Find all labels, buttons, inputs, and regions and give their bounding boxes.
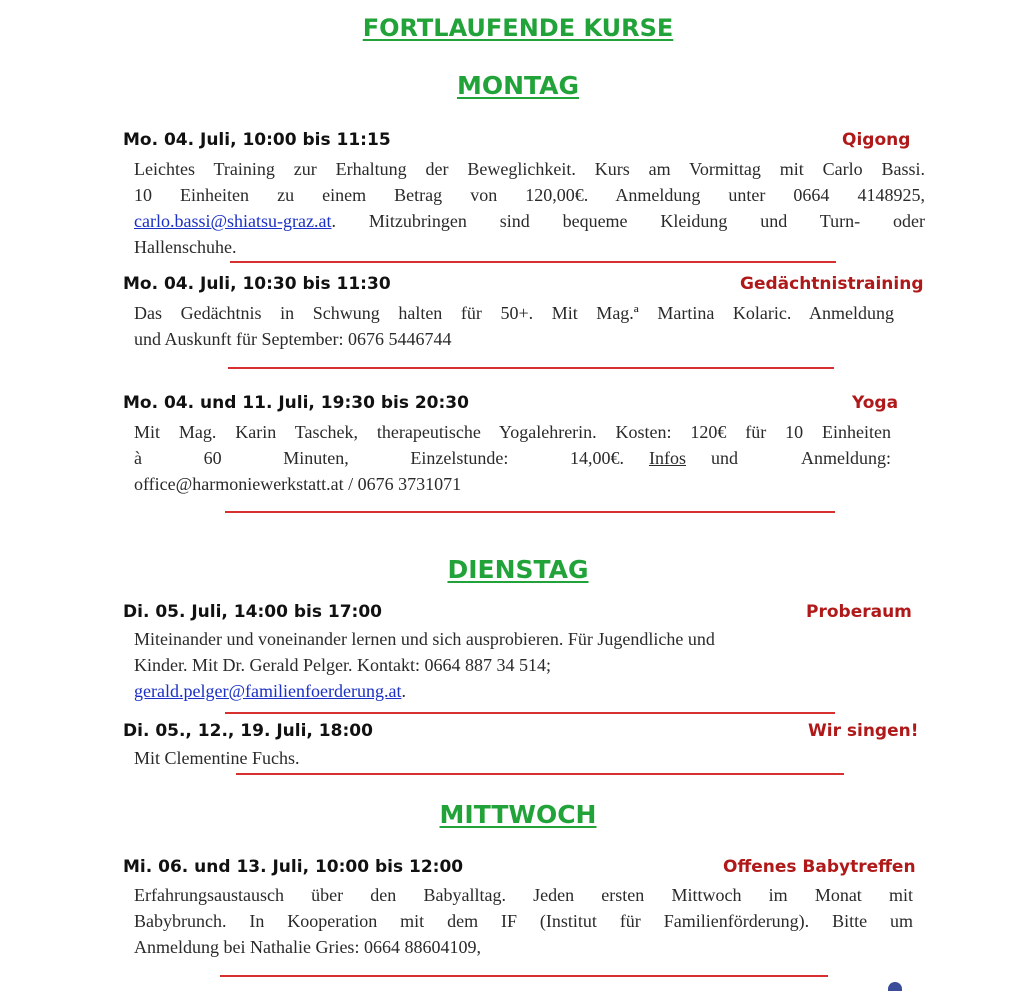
divider bbox=[220, 975, 828, 977]
description-line: und Auskunft für September: 0676 5446744 bbox=[134, 329, 452, 349]
description-line: Mit Clementine Fuchs. bbox=[134, 748, 300, 768]
course-description bbox=[134, 882, 913, 960]
course-description bbox=[134, 626, 894, 704]
description-line bbox=[134, 208, 925, 234]
course-description bbox=[134, 745, 894, 771]
day-heading-mittwoch: MITTWOCH bbox=[439, 800, 597, 829]
divider bbox=[230, 261, 836, 263]
description-line: Hallenschuhe. bbox=[134, 237, 237, 257]
email-link[interactable]: gerald.pelger@familienfoerderung.at bbox=[134, 681, 402, 701]
description-text: und Anmeldung: bbox=[711, 448, 891, 468]
course-date: Mo. 04. Juli, 10:00 bis 11:15 bbox=[123, 130, 391, 150]
course-title: Offenes Babytreffen bbox=[723, 857, 916, 877]
course-description bbox=[134, 300, 894, 352]
day-heading-montag: MONTAG bbox=[456, 71, 580, 100]
course-title: Yoga bbox=[852, 393, 899, 413]
course-title: Wir singen! bbox=[808, 721, 919, 741]
divider bbox=[225, 712, 835, 714]
divider bbox=[225, 511, 835, 513]
page-edge-decoration bbox=[888, 982, 902, 991]
description-line: Leichtes Training zur Erhaltung der Beweglichkeit. Kurs am Vormittag mit Carlo Bassi. bbox=[134, 159, 925, 179]
page-title: FORTLAUFENDE KURSE bbox=[362, 14, 674, 42]
description-text: . Mitzubringen sind bequeme Kleidung und Turn- oder bbox=[331, 211, 925, 231]
description-text: à 60 Minuten, Einzelstunde: 14,00€. bbox=[134, 448, 624, 468]
divider bbox=[236, 773, 844, 775]
email-link[interactable]: carlo.bassi@shiatsu-graz.at bbox=[134, 211, 332, 231]
description-line: office@harmoniewerkstatt.at / 0676 3731071 bbox=[134, 474, 462, 494]
description-line: 10 Einheiten zu einem Betrag von 120,00€. Anmeldung unter 0664 4148925, bbox=[134, 185, 925, 205]
description-line: Das Gedächtnis in Schwung halten für 50+. Mit Mag.ª Martina Kolaric. Anmeldung bbox=[134, 303, 894, 323]
description-line bbox=[134, 445, 891, 471]
course-date: Di. 05., 12., 19. Juli, 18:00 bbox=[123, 721, 373, 741]
description-text: . bbox=[401, 681, 406, 701]
description-line bbox=[134, 678, 894, 704]
description-line: Anmeldung bei Nathalie Gries: 0664 88604109, bbox=[134, 937, 481, 957]
divider bbox=[228, 367, 834, 369]
description-line: Babybrunch. In Kooperation mit dem IF (Institut für Familienförderung). Bitte um bbox=[134, 911, 913, 931]
description-line: Erfahrungsaustausch über den Babyalltag. Jeden ersten Mittwoch im Monat mit bbox=[134, 885, 913, 905]
description-line: Kinder. Mit Dr. Gerald Pelger. Kontakt: 0664 887 34 514; bbox=[134, 655, 551, 675]
description-line: Mit Mag. Karin Taschek, therapeutische Yogalehrerin. Kosten: 120€ für 10 Einheiten bbox=[134, 422, 891, 442]
course-date: Mi. 06. und 13. Juli, 10:00 bis 12:00 bbox=[123, 857, 464, 877]
course-title: Proberaum bbox=[806, 602, 912, 622]
course-date: Mo. 04. Juli, 10:30 bis 11:30 bbox=[123, 274, 391, 294]
day-heading-dienstag: DIENSTAG bbox=[447, 555, 589, 584]
course-date: Mo. 04. und 11. Juli, 19:30 bis 20:30 bbox=[123, 393, 469, 413]
course-title: Gedächtnistraining bbox=[740, 274, 924, 294]
infos-link[interactable]: Infos bbox=[649, 448, 686, 468]
course-description bbox=[134, 156, 925, 260]
course-description bbox=[134, 419, 891, 497]
course-date: Di. 05. Juli, 14:00 bis 17:00 bbox=[123, 602, 382, 622]
description-line: Miteinander und voneinander lernen und sich ausprobieren. Für Jugendliche und bbox=[134, 629, 715, 649]
course-title: Qigong bbox=[842, 130, 911, 150]
